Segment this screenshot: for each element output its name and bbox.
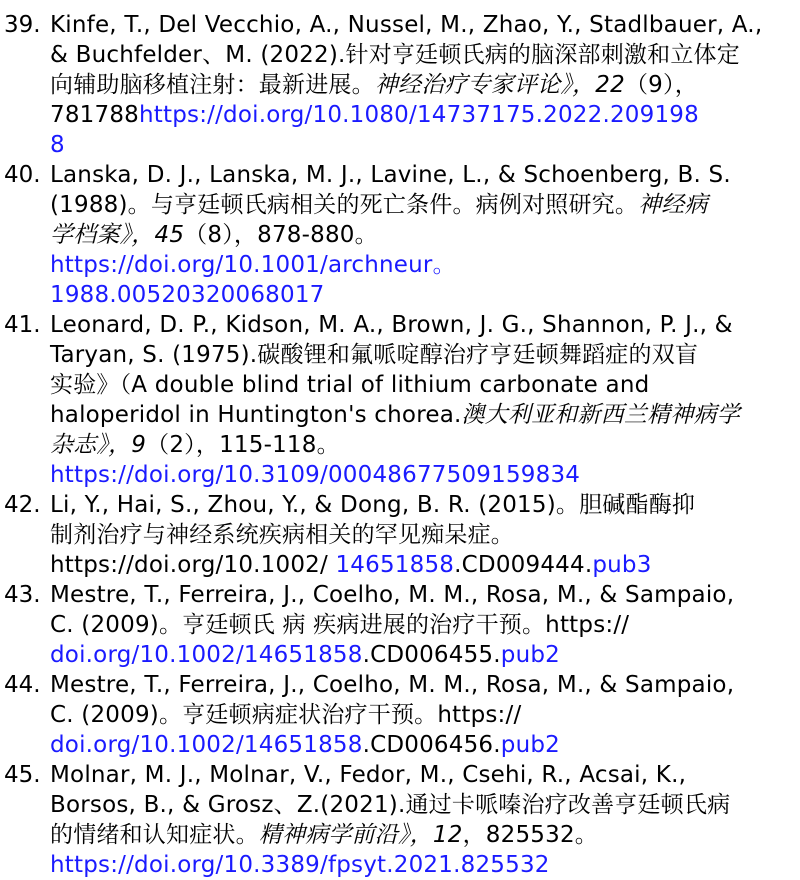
reference-text: .CD009444. [454,552,593,578]
reference-line [50,10,762,40]
reference-line [50,430,340,460]
reference-line [50,580,734,610]
reference-text: Leonard, D. P., Kidson, M. A., Brown, J. G., Shannon, P. J., & [50,312,733,338]
doi-link[interactable]: https://doi.org/10.3389/fpsyt.2021.825532 [50,852,550,878]
doi-link[interactable]: pub2 [500,732,560,758]
reference-line [50,760,686,790]
reference-line [50,790,730,820]
doi-link[interactable]: doi.org/10.1002/14651858 [50,732,363,758]
reference-text: .CD006456. [362,732,501,758]
doi-link[interactable]: 14651858 [335,552,455,578]
reference-text: C. (2009)。亨廷顿氏 病 疾病进展的治疗干预。https:// [50,612,630,638]
reference-line [50,400,740,430]
reference-line [50,100,699,130]
reference-text: Lanska, D. J., Lanska, M. J., Lavine, L., & Schoenberg, B. S. [50,162,731,188]
reference-text: 实验》（A double blind trial of lithium carbonate and [50,372,650,398]
reference-text: https://doi.org/10.1002/ [50,552,336,578]
reference-line [50,460,580,490]
reference-text: Taryan, S. (1975).碳酸锂和氟哌啶醇治疗亨廷顿舞蹈症的双盲 [50,342,699,368]
reference-line [50,40,740,70]
doi-link[interactable]: https://doi.org/10.3109/00048677509159834 [50,462,581,488]
reference-line [50,610,629,640]
reference-text: 制剂治疗与神经系统疾病相关的罕见痴呆症。 [50,522,514,548]
reference-line [50,160,731,190]
reference-text: （8），878-880。 [184,222,378,248]
doi-link[interactable]: pub2 [500,642,560,668]
reference-text: （2），115-118。 [146,432,340,458]
reference-number: 39. [4,12,41,38]
doi-link[interactable]: 8 [50,132,65,158]
reference-line [50,250,456,280]
reference-line [50,70,698,100]
reference-line [50,640,560,670]
reference-number: 44. [4,672,41,698]
reference-text: .CD006455. [362,642,501,668]
journal-title: 精神病学前沿》，12 [258,822,463,848]
reference-line [50,310,733,340]
reference-text: Li, Y., Hai, S., Zhou, Y., & Dong, B. R. (2015)。胆碱酯酶抑 [50,492,696,518]
reference-line [50,190,708,220]
reference-text: Kinfe, T., Del Vecchio, A., Nussel, M., Zhao, Y., Stadlbauer, A., [50,12,763,38]
reference-text: 向辅助脑移植注射：最新进展。 [50,72,375,98]
reference-text: & Buchfelder、M. (2022).针对亨廷顿氏病的脑深部刺激和立体定 [50,42,740,68]
journal-title: 学档案》，45 [50,222,185,248]
reference-text: Borsos, B., & Grosz、Z.(2021).通过卡哌嗪治疗改善亨廷顿氏病 [50,792,731,818]
reference-line [50,220,378,250]
reference-number: 42. [4,492,41,518]
reference-line [50,850,550,880]
reference-text: ，825532。 [462,822,598,848]
doi-link[interactable]: doi.org/10.1002/14651858 [50,642,363,668]
reference-line [50,340,698,370]
reference-text: Mestre, T., Ferreira, J., Coelho, M. M., Rosa, M., & Sampaio, [50,672,735,698]
reference-text: 781788 [50,102,139,128]
journal-title: 神经治疗专家评论》，22 [374,72,625,98]
reference-line [50,280,325,310]
reference-line [50,730,560,760]
reference-text: Molnar, M. J., Molnar, V., Fedor, M., Csehi, R., Acsai, K., [50,762,687,788]
reference-text: haloperidol in Huntington's chorea. [50,402,462,428]
reference-text: Mestre, T., Ferreira, J., Coelho, M. M., Rosa, M., & Sampaio, [50,582,735,608]
doi-link[interactable]: pub3 [592,552,652,578]
reference-text: （9）， [624,72,698,98]
reference-text: 的情绪和认知症状。 [50,822,259,848]
reference-line [50,670,734,700]
reference-line [50,700,521,730]
reference-line [50,820,598,850]
doi-link[interactable]: https://doi.org/10.1001/archneur。 [50,252,456,278]
reference-number: 43. [4,582,41,608]
reference-number: 40. [4,162,41,188]
reference-line [50,490,695,520]
reference-line [50,550,652,580]
doi-link[interactable]: 1988.00520320068017 [50,282,325,308]
journal-title: 神经病 [638,192,708,218]
reference-number: 41. [4,312,41,338]
reference-text: C. (2009)。亨廷顿病症状治疗干预。https:// [50,702,522,728]
journal-title: 杂志》，9 [50,432,147,458]
reference-line [50,130,65,160]
reference-line [50,370,649,400]
journal-title: 澳大利亚和新西兰精神病学 [461,402,740,428]
doi-link[interactable]: https://doi.org/10.1080/14737175.2022.209198 [139,102,699,128]
reference-text: (1988)。与亨廷顿氏病相关的死亡条件。病例对照研究。 [50,192,639,218]
reference-line [50,520,514,550]
reference-number: 45. [4,762,41,788]
